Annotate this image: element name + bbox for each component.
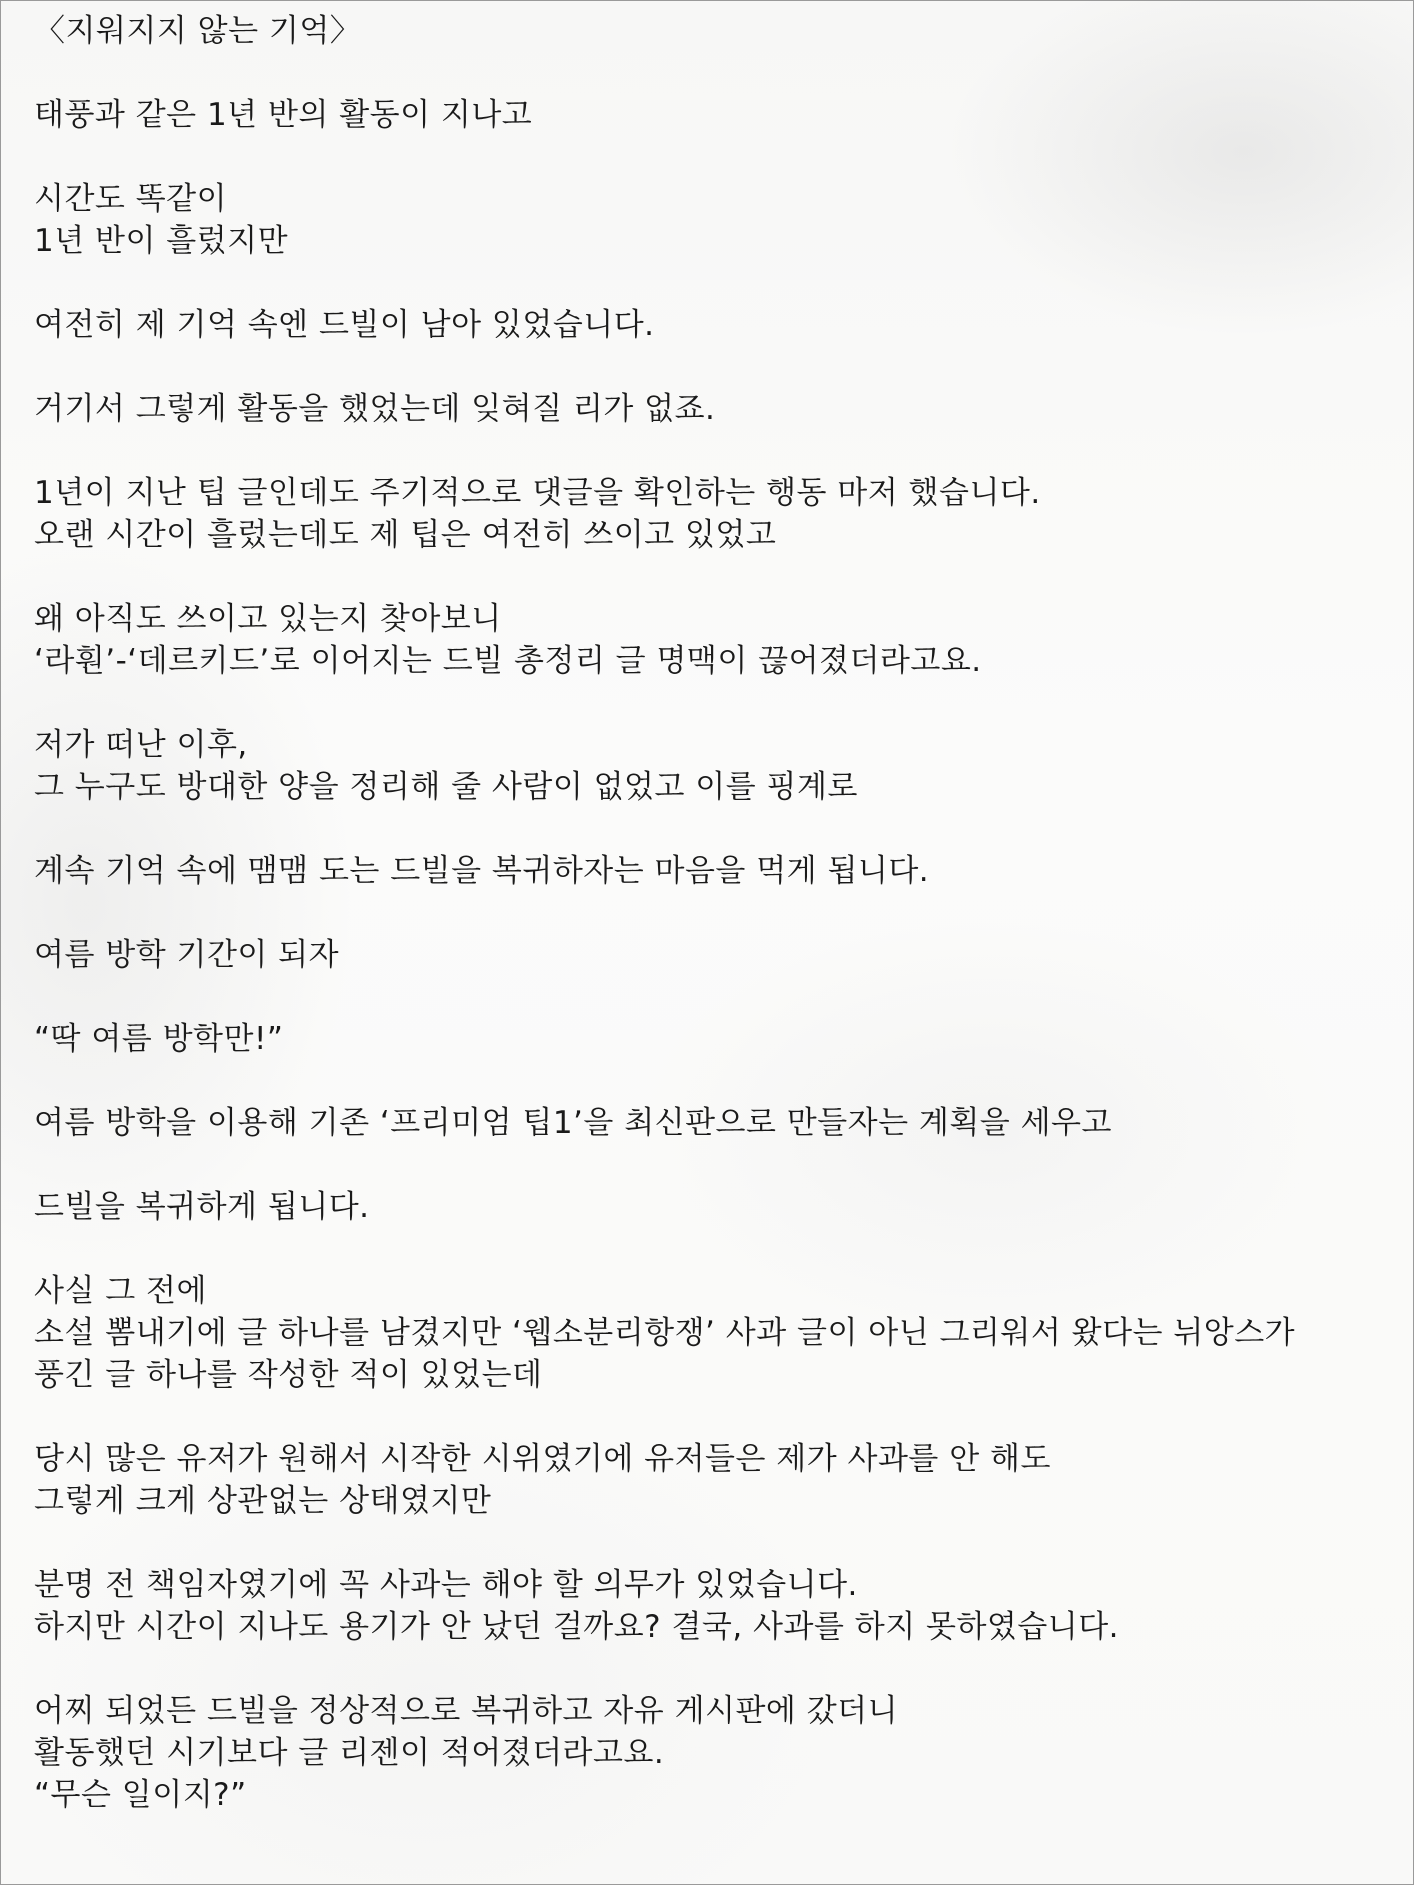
blank-line <box>34 430 1394 472</box>
paragraph-line: 왜 아직도 쓰이고 있는지 찾아보니 <box>34 601 502 637</box>
paragraph-line: 드빌을 복귀하게 됩니다. <box>34 1189 370 1225</box>
paragraph-line: 시간도 똑같이 <box>34 181 228 217</box>
paragraph-line: ‘라훤’-‘데르키드’로 이어지는 드빌 총정리 글 명맥이 끊어졌더라고요. <box>34 643 982 679</box>
paragraph-line: 소설 뽐내기에 글 하나를 남겼지만 ‘웹소분리항쟁’ 사과 글이 아닌 그리워서 왔다는 뉘앙스가 <box>34 1315 1296 1351</box>
blank-line <box>34 1144 1394 1186</box>
paragraph-line: 1년이 지난 팁 글인데도 주기적으로 댓글을 확인하는 행동 마저 했습니다. <box>34 475 1041 511</box>
blank-line <box>34 682 1394 724</box>
blank-line <box>34 262 1394 304</box>
paragraph-line: 저가 떠난 이후, <box>34 727 248 763</box>
blank-line <box>34 1522 1394 1564</box>
blank-line <box>34 1060 1394 1102</box>
document-body <box>34 10 1394 1816</box>
blank-line <box>34 52 1394 94</box>
quote-line: “딱 여름 방학만!” <box>34 1021 284 1057</box>
blank-line <box>34 136 1394 178</box>
paragraph-line: 거기서 그렇게 활동을 했었는데 잊혀질 리가 없죠. <box>34 391 716 427</box>
document-title: 〈지워지지 않는 기억〉 <box>34 13 362 49</box>
blank-line <box>34 556 1394 598</box>
paragraph-line: 활동했던 시기보다 글 리젠이 적어졌더라고요. <box>34 1735 665 1771</box>
blank-line <box>34 808 1394 850</box>
paragraph-line: 그렇게 크게 상관없는 상태였지만 <box>34 1483 492 1519</box>
blank-line <box>34 1648 1394 1690</box>
quote-line: “무슨 일이지?” <box>34 1777 247 1813</box>
paragraph-line: 어찌 되었든 드빌을 정상적으로 복귀하고 자유 게시판에 갔더니 <box>34 1693 899 1729</box>
paragraph-line: 풍긴 글 하나를 작성한 적이 있었는데 <box>34 1357 543 1393</box>
paragraph-line: 여전히 제 기억 속엔 드빌이 남아 있었습니다. <box>34 307 655 343</box>
paragraph-line: 분명 전 책임자였기에 꼭 사과는 해야 할 의무가 있었습니다. <box>34 1567 858 1603</box>
paragraph-line: 당시 많은 유저가 원해서 시작한 시위였기에 유저들은 제가 사과를 안 해도 <box>34 1441 1051 1477</box>
paragraph-line: 1년 반이 흘렀지만 <box>34 223 289 259</box>
paragraph-line: 사실 그 전에 <box>34 1273 207 1309</box>
paragraph-line: 그 누구도 방대한 양을 정리해 줄 사람이 없었고 이를 핑계로 <box>34 769 858 805</box>
blank-line <box>34 1228 1394 1270</box>
paragraph-line: 여름 방학을 이용해 기존 ‘프리미엄 팁1’을 최신판으로 만들자는 계획을 세우고 <box>34 1105 1112 1141</box>
paragraph-line: 여름 방학 기간이 되자 <box>34 937 340 973</box>
paragraph-line: 오랜 시간이 흘렀는데도 제 팁은 여전히 쓰이고 있었고 <box>34 517 777 553</box>
blank-line <box>34 1396 1394 1438</box>
blank-line <box>34 976 1394 1018</box>
paragraph-line: 계속 기억 속에 맴맴 도는 드빌을 복귀하자는 마음을 먹게 됩니다. <box>34 853 930 889</box>
paragraph-line: 하지만 시간이 지나도 용기가 안 났던 걸까요? 결국, 사과를 하지 못하였습니다. <box>34 1609 1120 1645</box>
paragraph-line: 태풍과 같은 1년 반의 활동이 지나고 <box>34 97 533 133</box>
blank-line <box>34 892 1394 934</box>
blank-line <box>34 346 1394 388</box>
